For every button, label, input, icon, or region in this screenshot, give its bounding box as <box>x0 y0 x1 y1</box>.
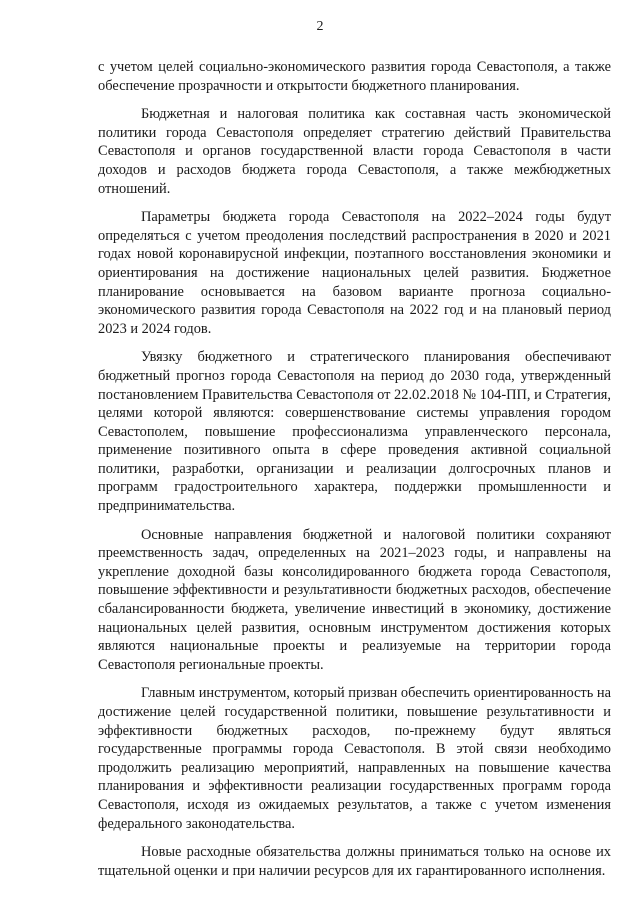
paragraph-budget-tax-policy: Бюджетная и налоговая политика как составная часть экономической политики города Севастополя определяет стратегию действий Правительства Севастополя и органов государственной власти города Севастополя в части доходов и расходов бюджета города Севастополя, а также межбюджетных отношений. <box>98 106 611 197</box>
paragraph-strategic-planning: Увязку бюджетного и стратегического планирования обеспечивают бюджетный прогноз города Севастополя на период до 2030 года, утвержденный постановлением Правительства Севастополя от 22.02.2018 № 104-ПП, и Стратегия, целями которой являются: совершенствование системы управления городом Севастополем, повышение профессионализма управленческого персонала, применение позитивного опыта в сфере проведения активной социальной политики, разработки, организации и реализации долгосрочных планов и программ градостроительного характера, поддержки промышленности и предпринимательства. <box>98 349 611 515</box>
paragraph-budget-parameters: Параметры бюджета города Севастополя на 2022–2024 годы будут определяться с учетом преодоления последствий распространения в 2020 и 2021 годах новой коронавирусной инфекции, поэтапного восстановления экономики и ориентирования на достижение национальных целей развития. Бюджетное планирование основывается на базовом варианте прогноза социально-экономического развития города Севастополя на 2022 год и на плановый период 2023 и 2024 годов. <box>98 209 611 337</box>
page-number: 2 <box>316 19 324 34</box>
paragraph-continuation: с учетом целей социально-экономического развития города Севастополя, а также обеспечение прозрачности и открытости бюджетного планирования. <box>98 59 611 94</box>
document-body <box>98 58 611 890</box>
paragraph-state-programs: Главным инструментом, который призван обеспечить ориентированность на достижение целей государственной политики, повышение результативности и эффективности бюджетных расходов, по-прежнему будут являться государственные программы города Севастополя. В этой связи необходимо продолжить реализацию мероприятий, направленных на повышение качества планирования и эффективности реализации государственных программ города Севастополя, исходя из ожидаемых результатов, а также с учетом изменения федерального законодательства. <box>98 685 611 832</box>
paragraph-new-obligations: Новые расходные обязательства должны приниматься только на основе их тщательной оценки и при наличии ресурсов для их гарантированного исполнения. <box>98 844 611 879</box>
paragraph-main-directions: Основные направления бюджетной и налоговой политики сохраняют преемственность задач, определенных на 2021–2023 годы, и направлены на укрепление доходной базы консолидированного бюджета города Севастополя, повышение эффективности и результативности бюджетных расходов, обеспечение сбалансированности бюджета, увеличение инвестиций в экономику, достижение национальных целей развития, основным инструментом достижения которых являются национальные проекты и реализуемые на территории города Севастополя региональные проекты. <box>98 526 611 673</box>
